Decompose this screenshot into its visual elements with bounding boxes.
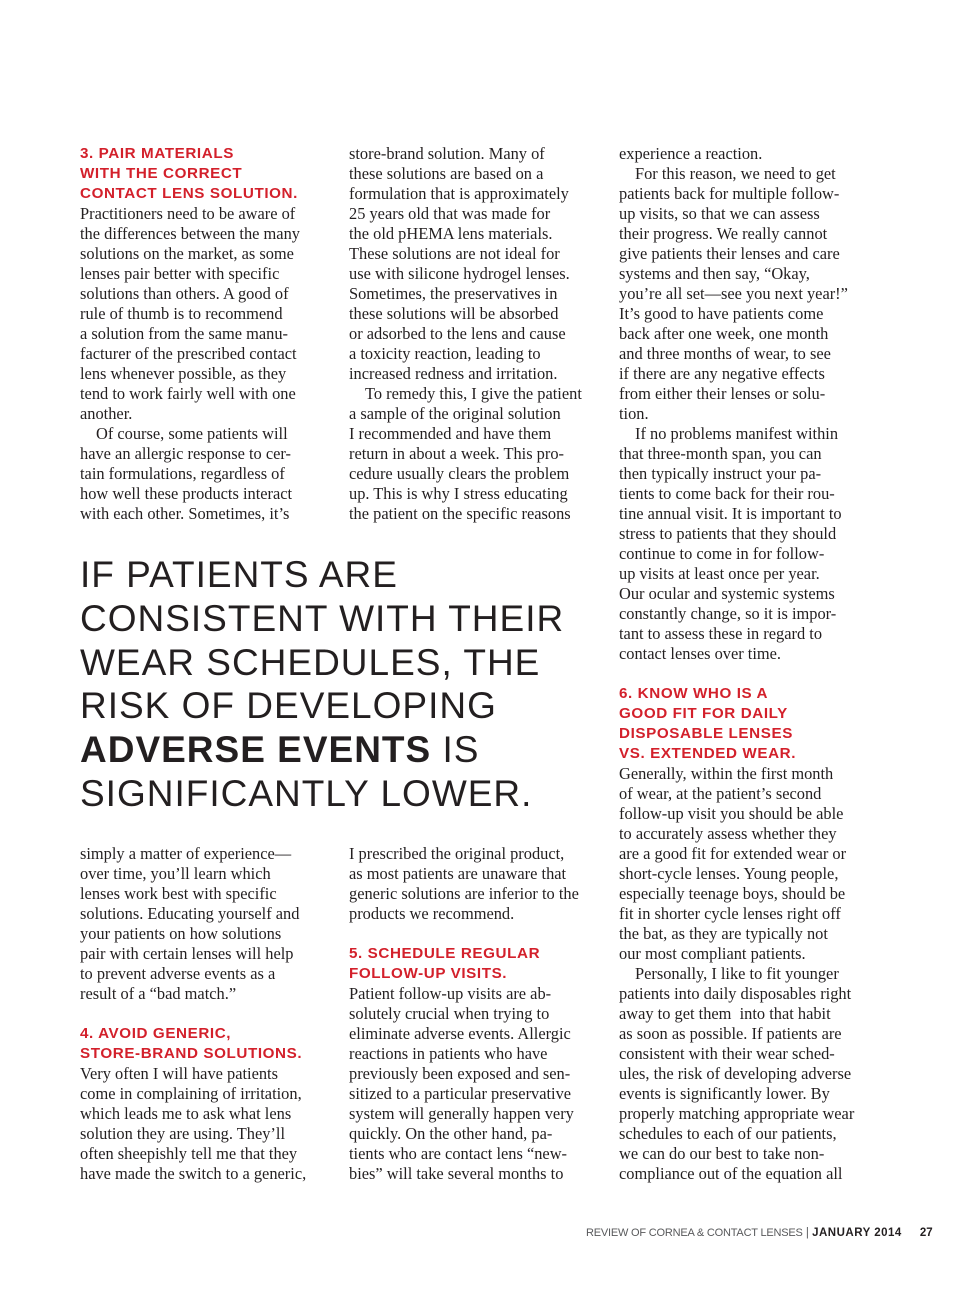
- text-line: compliance out of the equation all: [619, 1164, 843, 1183]
- text-line: to prevent adverse events as a: [80, 964, 276, 983]
- paragraph: [619, 424, 879, 664]
- text-line: away to get them into that habit: [619, 1004, 831, 1023]
- section-heading: [80, 1024, 332, 1064]
- text-line: up visits at least once per year.: [619, 564, 820, 583]
- text-line: from either their lenses or solu-: [619, 384, 826, 403]
- pull-quote-line: RISK OF DEVELOPING: [80, 685, 497, 727]
- text-line: over time, you’ll learn which: [80, 864, 271, 883]
- text-line: return in about a week. This pro-: [349, 444, 564, 463]
- text-line: Sometimes, the preservatives in: [349, 284, 558, 303]
- pull-quote-line: CONSISTENT WITH THEIR: [80, 597, 565, 639]
- pull-quote-line: [80, 728, 600, 772]
- text-line: contact lenses over time.: [619, 644, 782, 663]
- text-line: follow-up visit you should be able: [619, 804, 844, 823]
- text-line: have made the switch to a generic,: [80, 1164, 307, 1183]
- text-line: tients who are contact lens “new-: [349, 1144, 568, 1163]
- text-line: to accurately assess whether they: [619, 824, 837, 843]
- text-line: the old pHEMA lens materials.: [349, 224, 553, 243]
- issue-date: JANUARY 2014: [812, 1227, 902, 1239]
- paragraph: [349, 144, 599, 384]
- text-line: quickly. On the other hand, pa-: [349, 1124, 553, 1143]
- text-line: lenses work best with specific: [80, 884, 277, 903]
- text-line: I recommended and have them: [349, 424, 552, 443]
- paragraph: [349, 984, 601, 1184]
- text-line: a sample of the original solution: [349, 404, 561, 423]
- column-2-bottom: [349, 844, 601, 1184]
- text-line: lenses pair better with specific: [80, 264, 280, 283]
- text-line: pair with certain lenses will help: [80, 944, 294, 963]
- text-line: solution they are using. They’ll: [80, 1124, 286, 1143]
- text-line: tients to come back for their rou-: [619, 484, 835, 503]
- column-2-top: [349, 144, 599, 524]
- paragraph: [349, 844, 601, 924]
- text-line: properly matching appropriate wear: [619, 1104, 855, 1123]
- heading-line: VS. EXTENDED WEAR.: [619, 745, 797, 762]
- pull-quote: [80, 553, 600, 816]
- text-line: a solution from the same manu-: [80, 324, 289, 343]
- text-line: as most patients are unaware that: [349, 864, 567, 883]
- text-line: bies” will take several months to: [349, 1164, 564, 1183]
- text-line: reactions in patients who have: [349, 1044, 548, 1063]
- heading-line: CONTACT LENS SOLUTION.: [80, 185, 298, 202]
- section-spacer: [619, 664, 879, 684]
- text-line: constantly change, so it is impor-: [619, 604, 837, 623]
- text-line: Very often I will have patients: [80, 1064, 278, 1083]
- text-line: Our ocular and systemic systems: [619, 584, 835, 603]
- text-line: the differences between the many: [80, 224, 300, 243]
- text-line: up visits, so that we can assess: [619, 204, 820, 223]
- heading-line: 3. PAIR MATERIALS: [80, 145, 234, 162]
- text-line: result of a “bad match.”: [80, 984, 237, 1003]
- text-line: These solutions are not ideal for: [349, 244, 560, 263]
- heading-line: 6. KNOW WHO IS A: [619, 685, 769, 702]
- text-line: solutions. Educating yourself and: [80, 904, 300, 923]
- pull-quote-emphasis: ADVERSE EVENTS: [80, 729, 432, 771]
- section-spacer: [349, 924, 601, 944]
- text-line: these solutions are based on a: [349, 164, 544, 183]
- text-line: It’s good to have patients come: [619, 304, 824, 323]
- heading-line: WITH THE CORRECT: [80, 165, 243, 182]
- section-heading: [619, 684, 879, 764]
- text-line: how well these products interact: [80, 484, 293, 503]
- text-line: stress to patients that they should: [619, 524, 837, 543]
- footer-separator: |: [802, 1227, 813, 1239]
- text-line: For this reason, we need to get: [635, 164, 836, 183]
- paragraph: [619, 964, 879, 1184]
- text-line: tain formulations, regardless of: [80, 464, 285, 483]
- text-line: tend to work fairly well with one: [80, 384, 296, 403]
- text-line: use with silicone hydrogel lenses.: [349, 264, 570, 283]
- text-line: the patient on the specific reasons: [349, 504, 571, 523]
- text-line: schedules to each of our patients,: [619, 1124, 837, 1143]
- paragraph: [619, 764, 879, 964]
- text-line: solutions on the market, as some: [80, 244, 294, 263]
- text-line: patients into daily disposables right: [619, 984, 852, 1003]
- paragraph: [80, 204, 330, 424]
- heading-line: 5. SCHEDULE REGULAR: [349, 945, 541, 962]
- text-line: solutely crucial when trying to: [349, 1004, 550, 1023]
- paragraph: [80, 1064, 332, 1184]
- text-line: increased redness and irritation.: [349, 364, 558, 383]
- text-line: Practitioners need to be aware of: [80, 204, 296, 223]
- text-line: then typically instruct your pa-: [619, 464, 822, 483]
- text-line: Personally, I like to fit younger: [635, 964, 839, 983]
- text-line: patients back for multiple follow-: [619, 184, 840, 203]
- text-line: give patients their lenses and care: [619, 244, 840, 263]
- text-line: eliminate adverse events. Allergic: [349, 1024, 571, 1043]
- text-line: your patients on how solutions: [80, 924, 282, 943]
- text-line: tion.: [619, 404, 649, 423]
- text-line: lens whenever possible, as they: [80, 364, 287, 383]
- section-heading: [349, 944, 601, 984]
- pull-quote-line: WEAR SCHEDULES, THE: [80, 641, 541, 683]
- paragraph: [349, 384, 599, 524]
- text-line: products we recommend.: [349, 904, 515, 923]
- text-line: generic solutions are inferior to the: [349, 884, 579, 903]
- text-line: system will generally happen very: [349, 1104, 574, 1123]
- text-line: ules, the risk of developing adverse: [619, 1064, 852, 1083]
- text-line: tine annual visit. It is important to: [619, 504, 842, 523]
- text-line: consistent with their wear sched-: [619, 1044, 835, 1063]
- heading-line: 4. AVOID GENERIC,: [80, 1025, 232, 1042]
- paragraph: [619, 144, 879, 164]
- text-line: which leads me to ask what lens: [80, 1104, 292, 1123]
- text-line: systems and then say, “Okay,: [619, 264, 810, 283]
- text-line: store-brand solution. Many of: [349, 144, 545, 163]
- text-line: our most compliant patients.: [619, 944, 806, 963]
- text-line: If no problems manifest within: [635, 424, 839, 443]
- text-line: previously been exposed and sen-: [349, 1064, 571, 1083]
- column-3: [619, 144, 879, 1184]
- pull-quote-fragment: IS: [431, 729, 480, 771]
- text-line: sitized to a particular preservative: [349, 1084, 572, 1103]
- page-number: 27: [919, 1227, 933, 1239]
- text-line: as soon as possible. If patients are: [619, 1024, 842, 1043]
- text-line: we can do our best to take non-: [619, 1144, 825, 1163]
- text-line: have an allergic response to cer-: [80, 444, 291, 463]
- text-line: short-cycle lenses. Young people,: [619, 864, 839, 883]
- text-line: tant to assess these in regard to: [619, 624, 823, 643]
- text-line: often sheepishly tell me that they: [80, 1144, 298, 1163]
- text-line: simply a matter of experience—: [80, 844, 292, 863]
- text-line: cedure usually clears the problem: [349, 464, 570, 483]
- text-line: formulation that is approximately: [349, 184, 569, 203]
- text-line: and three months of wear, to see: [619, 344, 831, 363]
- text-line: facturer of the prescribed contact: [80, 344, 297, 363]
- paragraph: [619, 164, 879, 424]
- heading-line: FOLLOW-UP VISITS.: [349, 965, 508, 982]
- text-line: come in complaining of irritation,: [80, 1084, 302, 1103]
- text-line: their progress. We really cannot: [619, 224, 828, 243]
- text-line: continue to come in for follow-: [619, 544, 825, 563]
- paragraph: [80, 424, 330, 524]
- text-line: 25 years old that was made for: [349, 204, 551, 223]
- text-line: you’re all set—see you next year!”: [619, 284, 848, 303]
- text-line: another.: [80, 404, 133, 423]
- text-line: To remedy this, I give the patient: [365, 384, 582, 403]
- page-footer: [586, 1227, 933, 1239]
- text-line: Of course, some patients will: [96, 424, 288, 443]
- publication-name: REVIEW OF CORNEA & CONTACT LENSES: [586, 1227, 803, 1239]
- paragraph: [80, 844, 332, 1004]
- text-line: rule of thumb is to recommend: [80, 304, 283, 323]
- text-line: or adsorbed to the lens and cause: [349, 324, 566, 343]
- section-spacer: [80, 1004, 332, 1024]
- column-1-top: [80, 144, 330, 524]
- text-line: if there are any negative effects: [619, 364, 825, 383]
- heading-line: GOOD FIT FOR DAILY: [619, 705, 788, 722]
- text-line: experience a reaction.: [619, 144, 763, 163]
- text-line: the bat, as they are typically not: [619, 924, 828, 943]
- text-line: Patient follow-up visits are ab-: [349, 984, 552, 1003]
- text-line: back after one week, one month: [619, 324, 829, 343]
- text-line: especially teenage boys, should be: [619, 884, 846, 903]
- text-line: with each other. Sometimes, it’s: [80, 504, 290, 523]
- text-line: these solutions will be absorbed: [349, 304, 559, 323]
- text-line: up. This is why I stress educating: [349, 484, 568, 503]
- section-heading: [80, 144, 330, 204]
- text-line: a toxicity reaction, leading to: [349, 344, 541, 363]
- text-line: fit in shorter cycle lenses right off: [619, 904, 841, 923]
- text-line: solutions than others. A good of: [80, 284, 289, 303]
- text-line: that three-month span, you can: [619, 444, 822, 463]
- text-line: are a good fit for extended wear or: [619, 844, 847, 863]
- column-1-bottom: [80, 844, 332, 1184]
- heading-line: STORE-BRAND SOLUTIONS.: [80, 1045, 303, 1062]
- text-line: I prescribed the original product,: [349, 844, 565, 863]
- pull-quote-line: IF PATIENTS ARE: [80, 554, 398, 595]
- text-line: events is significantly lower. By: [619, 1084, 830, 1103]
- pull-quote-line: SIGNIFICANTLY LOWER.: [80, 772, 533, 814]
- text-line: Generally, within the first month: [619, 764, 834, 783]
- heading-line: DISPOSABLE LENSES: [619, 725, 793, 742]
- text-line: of wear, at the patient’s second: [619, 784, 822, 803]
